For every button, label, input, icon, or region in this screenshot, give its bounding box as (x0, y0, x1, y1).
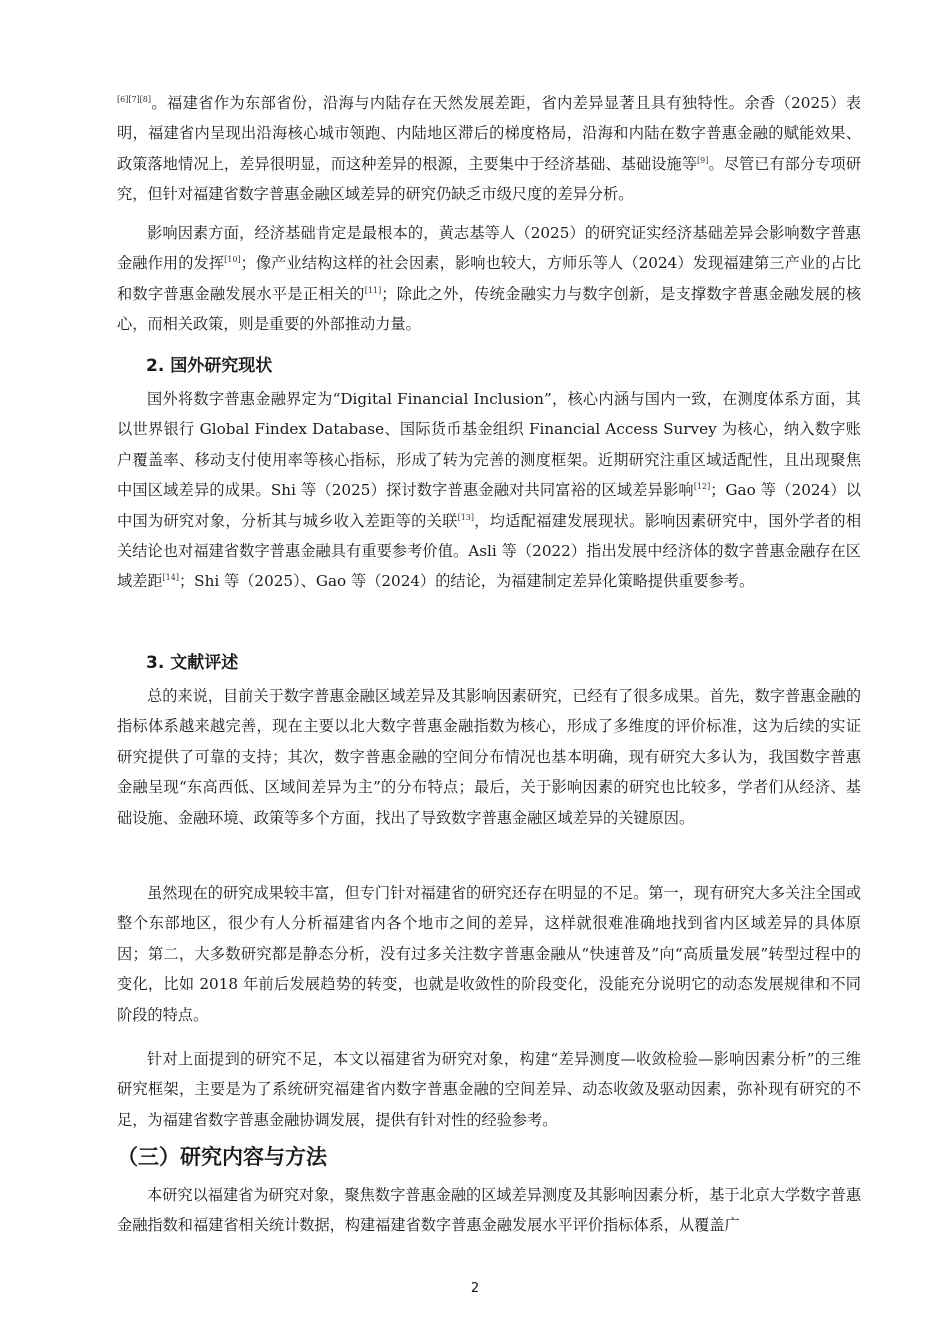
citation-12: [12] (693, 482, 711, 492)
page-number: 2 (470, 1281, 480, 1296)
text: ；Gao 等（2024）以中国为研究对象，分析其与城乡收入差距等的关联 (117, 481, 861, 530)
heading-research-content-methods: （三）研究内容与方法 (117, 1145, 327, 1169)
citation-9: [9] (697, 155, 709, 165)
paragraph-research-content: 本研究以福建省为研究对象，聚焦数字普惠金融的区域差异测度及其影响因素分析，基于北京大学数字普惠金融指数和福建省相关统计数据，构建福建省数字普惠金融发展水平评价指标体系，从覆盖广 (117, 1186, 861, 1235)
citation-14: [14] (162, 573, 179, 583)
text: 国外将数字普惠金融界定为“Digital Financial Inclusion”，核心内涵与国内一致，在测度体系方面，其以世界银行 Global Findex Database、国际货币基金组织 Financial Access Survey 为核心，纳入数字账户覆盖率、移动支付使用率等核心指标，形成了转为完善的测度框架。近期研究注重区域适配性，且出现聚焦中国区域差异的成果。Shi 等（2025）探讨数字普惠金融对共同富裕的区域差异影响 (117, 390, 861, 500)
citation-6-7-8: [6][7][8] (117, 95, 151, 104)
paragraph-research-gaps: 虽然现在的研究成果较丰富，但专门针对福建省的研究还存在明显的不足。第一，现有研究大多关注全国或整个东部地区，很少有人分析福建省内各个地市之间的差异，这样就很难准确地找到省内区域差异的具体原因；第二，大多数研究都是静态分析，没有过多关注数字普惠金融从“快速普及”向“高质量发展”转型过程中的变化，比如 2018 年前后发展趋势的转变，也就是收敛性的阶段变化，没能充分说明它的动态发展规律和不同阶段的特点。 (117, 884, 861, 1024)
paragraph-framework: 针对上面提到的研究不足，本文以福建省为研究对象，构建“差异测度—收敛检验—影响因素分析”的三维研究框架，主要是为了系统研究福建省内数字普惠金融的空间差异、动态收敛及驱动因素，弥补现有研究的不足，为福建省数字普惠金融协调发展，提供有针对性的经验参考。 (117, 1050, 861, 1129)
paragraph-review-summary: 总的来说，目前关于数字普惠金融区域差异及其影响因素研究，已经有了很多成果。首先，数字普惠金融的指标体系越来越完善，现在主要以北大数字普惠金融指数为核心，形成了多维度的评价标准，这为后续的实证研究提供了可靠的支持；其次，数字普惠金融的空间分布情况也基本明确，现有研究大多认为，我国数字普惠金融呈现“东高西低、区域间差异为主”的分布特点；最后，关于影响因素的研究也比较多，学者们从经济、基础设施、金融环境、政策等多个方面，找出了导致数字普惠金融区域差异的关键原因。 (117, 687, 861, 827)
text: ，均适配福建发展现状。影响因素研究中，国外学者的相关结论也对福建省数字普惠金融具有重要参考价值。Asli 等（2022）指出发展中经济体的数字普惠金融存在区域差距 (117, 511, 862, 591)
text: 影响因素方面，经济基础肯定是最根本的，黄志基等人（2025）的研究证实经济基础差异会影响数字普惠金融作用的发挥 (117, 224, 861, 273)
paragraph-influencing-factors (117, 218, 861, 340)
paragraph-foreign-research (117, 384, 861, 597)
text: ；像产业结构这样的社会因素，影响也较大，方师乐等人（2024）发现福建第三产业的占比和数字普惠金融发展水平是正相关的 (117, 254, 862, 303)
paragraph-fujian-differences (117, 88, 861, 210)
text: ；除此之外，传统金融实力与数字创新，是支撑数字普惠金融发展的核心，而相关政策，则是重要的外部推动力量。 (117, 284, 862, 334)
text: ；Shi 等（2025）、Gao 等（2024）的结论，为福建制定差异化策略提供重要参考。 (178, 572, 755, 591)
citation-11: [11] (364, 285, 382, 295)
heading-foreign-research: 2. 国外研究现状 (146, 356, 273, 376)
text: 。福建省作为东部省份，沿海与内陆存在天然发展差距，省内差异显著且具有独特性。余香（2025）表明，福建省内呈现出沿海核心城市领跑、内陆地区滞后的梯度格局，沿海和内陆在数字普惠金融的赋能效果、政策落地情况上，差异很明显，而这种差异的根源，主要集中于经济基础、基础设施等 (117, 94, 861, 173)
citation-10: [10] (224, 255, 241, 265)
heading-literature-review: 3. 文献评述 (146, 653, 239, 673)
text: 。尽管已有部分专项研究，但针对福建省数字普惠金融区域差异的研究仍缺乏市级尺度的差异分析。 (117, 154, 862, 204)
citation-13: [13] (457, 512, 474, 522)
